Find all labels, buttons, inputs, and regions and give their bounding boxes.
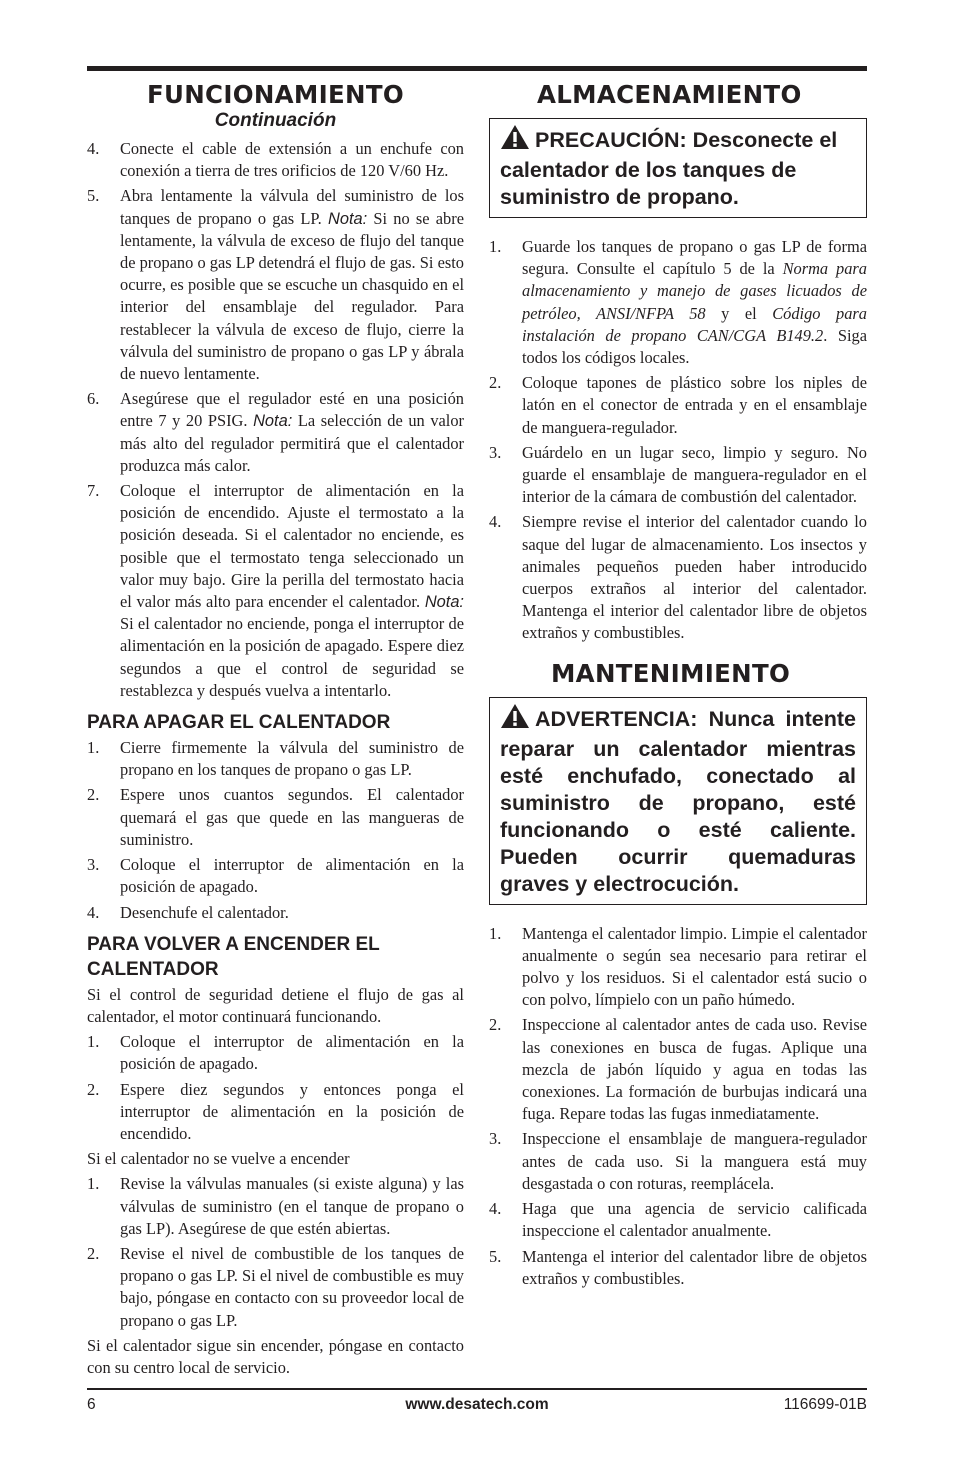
list-item: 2. Espere diez segundos y entonces ponga el interruptor de alimentación en la posición de encendido. [87,1079,464,1143]
list-item: 1. Cierre firmemente la válvula del suministro de propano en los tanques de propano o gas LP. [87,738,464,780]
list-item: 1. Revise la válvulas manuales (si existe alguna) y las válvulas de suministro (en el tanque de propano o gas LP). Asegúrese de que estén abiertas. [87,1174,464,1238]
page-number: 6 [87,1396,96,1413]
top-rule [87,66,867,71]
list-item: 6. Asegúrese que el regulador esté en una posición entre 7 y 20 PSIG. Nota: La selección de un valor más alto del regulador permitirá que el calentador produzca más calor. [87,389,464,475]
section-subtitle: Continuación [214,110,337,131]
apagar-list [87,737,464,924]
list-item: 4. Desenchufe el calentador. [87,902,289,922]
subheading-apagar: PARA APAGAR EL CALENTADOR [87,712,391,734]
advertencia-box [489,697,867,905]
document-code: 116699-01B [783,1396,867,1413]
warning-triangle-icon [500,124,530,157]
list-item: 4. Haga que una agencia de servicio calificada inspeccione el calentador anualmente. [489,1199,867,1241]
subheading-volver: PARA VOLVER A ENCENDER EL CALENTADOR [87,933,380,980]
mantenimiento-list [489,923,867,1290]
volver-list [87,1031,464,1145]
list-item: 2. Coloque tapones de plástico sobre los niples de latón en el conector de entrada y en el ensamblaje de manguera-regulador. [489,373,867,437]
precaucion-box [489,118,867,218]
section-title-almacenamiento: ALMACENAMIENTO [537,80,802,109]
list-item: 5. Mantenga el interior del calentador libre de objetos extraños y combustibles. [489,1246,867,1288]
volver-middle: Si el calentador no se vuelve a encender [87,1149,350,1169]
left-column [87,80,464,1382]
list-item: 3. Guárdelo en un lugar seco, limpio y seguro. No guarde el ensamblaje de manguera-regulador en el interior de la cámara de combustión del calentador. [489,442,867,507]
right-column [489,80,867,1293]
list-item: 7. Coloque el interruptor de alimentación en la posición de encendido. Ajuste el termostato a la posición deseada. Si el calentador no enciende, es posible que el termostato tenga seleccionado un valor muy bajo. Gire la perilla del termostato hacia el valor más alto para encender el calentador. Nota: Si el calentador no enciende, ponga el interruptor de alimentación en la posición de apagado. Espere diez segundos a que el control de seguridad se restablezca y después vuelva a intentarlo. [87,481,464,700]
section-title-funcionamiento: FUNCIONAMIENTO [147,80,404,109]
list-item: 2. Inspeccione al calentador antes de cada uso. Revise las conexiones en busca de fugas. Aplique una mezcla de jabón líquido y agua en todas las conexiones. La formación de burbujas indicará una fuga. Repare todas las fugas inmediatamente. [489,1015,867,1124]
funcionamiento-list [87,138,464,702]
advertencia-text: ADVERTENCIA: Nunca intente reparar un calentador mientras esté enchufado, conectado al suministro de propano, esté funcionando o esté caliente. Pueden ocurrir quemaduras graves y electrocución. [500,706,856,896]
list-item: 5. Abra lentamente la válvula del suministro de los tanques de propano o gas LP. Nota: Si no se abre lentamente, la válvula de exceso de flujo del tanque de propano o gas LP detendrá el flujo de gas. Si esto ocurre, es posible que se escuche un chasquido en el interior del ensamblaje del regulador. Para restablecer la válvula de exceso de flujo, cierre la válvula del suministro de propano o gas LP y ábrala de nuevo lentamente. [87,186,464,384]
almacenamiento-list [489,236,867,645]
list-item: 4. Siempre revise el interior del calentador cuando lo saque del lugar de almacenamiento. Los insectos y animales pequeños pueden haber introducido cuerpos extraños al interior del calentador. Mantenga el interior del calentador libre de objetos extraños y combustibles. [489,512,867,643]
footer-rule [87,1388,867,1390]
list-item: 1. Guarde los tanques de propano o gas LP de forma segura. Consulte el capítulo 5 de la Norma para almacenamiento y manejo de gases licuados de petróleo, ANSI/NFPA 58 y el Código para instalación de propano CAN/CGA B149.2. Siga todos los códigos locales. [489,237,867,368]
list-item: 3. Coloque el interruptor de alimentación en la posición de apagado. [87,855,464,897]
list-item: 3. Inspeccione el ensamblaje de manguera-regulador antes de cada uso. Si la manguera está muy desgastada o con roturas, reemplácela. [489,1129,867,1193]
nota-label: Nota: [424,593,464,612]
list-item: 4. Conecte el cable de extensión a un enchufe con conexión a tierra de tres orificios de 120 V/60 Hz. [87,139,464,181]
list-item: 2. Revise el nivel de combustible de los tanques de propano o gas LP. Si el nivel de combustible es muy bajo, póngase en contacto con su proveedor local de propano o gas LP. [87,1243,464,1330]
warning-triangle-icon [500,703,530,736]
list-item: 1. Coloque el interruptor de alimentación en la posición de apagado. [87,1032,464,1074]
volver-outro: Si el calentador sigue sin encender, póngase en contacto con su centro local de servicio. [87,1335,464,1377]
list-item: 2. Espere unos cuantos segundos. El calentador quemará el gas que quede en las mangueras de suministro. [87,785,464,849]
volver-list-2 [87,1173,464,1331]
volver-intro: Si el control de seguridad detiene el flujo de gas al calentador, el motor continuará funcionando. [87,984,464,1026]
nota-label: Nota: [328,209,368,228]
list-item: 1. Mantenga el calentador limpio. Limpie el calentador anualmente o según sea necesario para retirar el polvo y los residuos. Si el calentador está sucio o con polvo, límpielo con un paño húmedo. [489,923,867,1010]
footer-url: www.desatech.com [405,1396,549,1413]
precaucion-text: PRECAUCIÓN: Desconecte el calentador de los tanques de suministro de propano. [500,128,838,209]
section-title-mantenimiento: MANTENIMIENTO [551,658,791,688]
nota-label: Nota: [253,412,293,431]
